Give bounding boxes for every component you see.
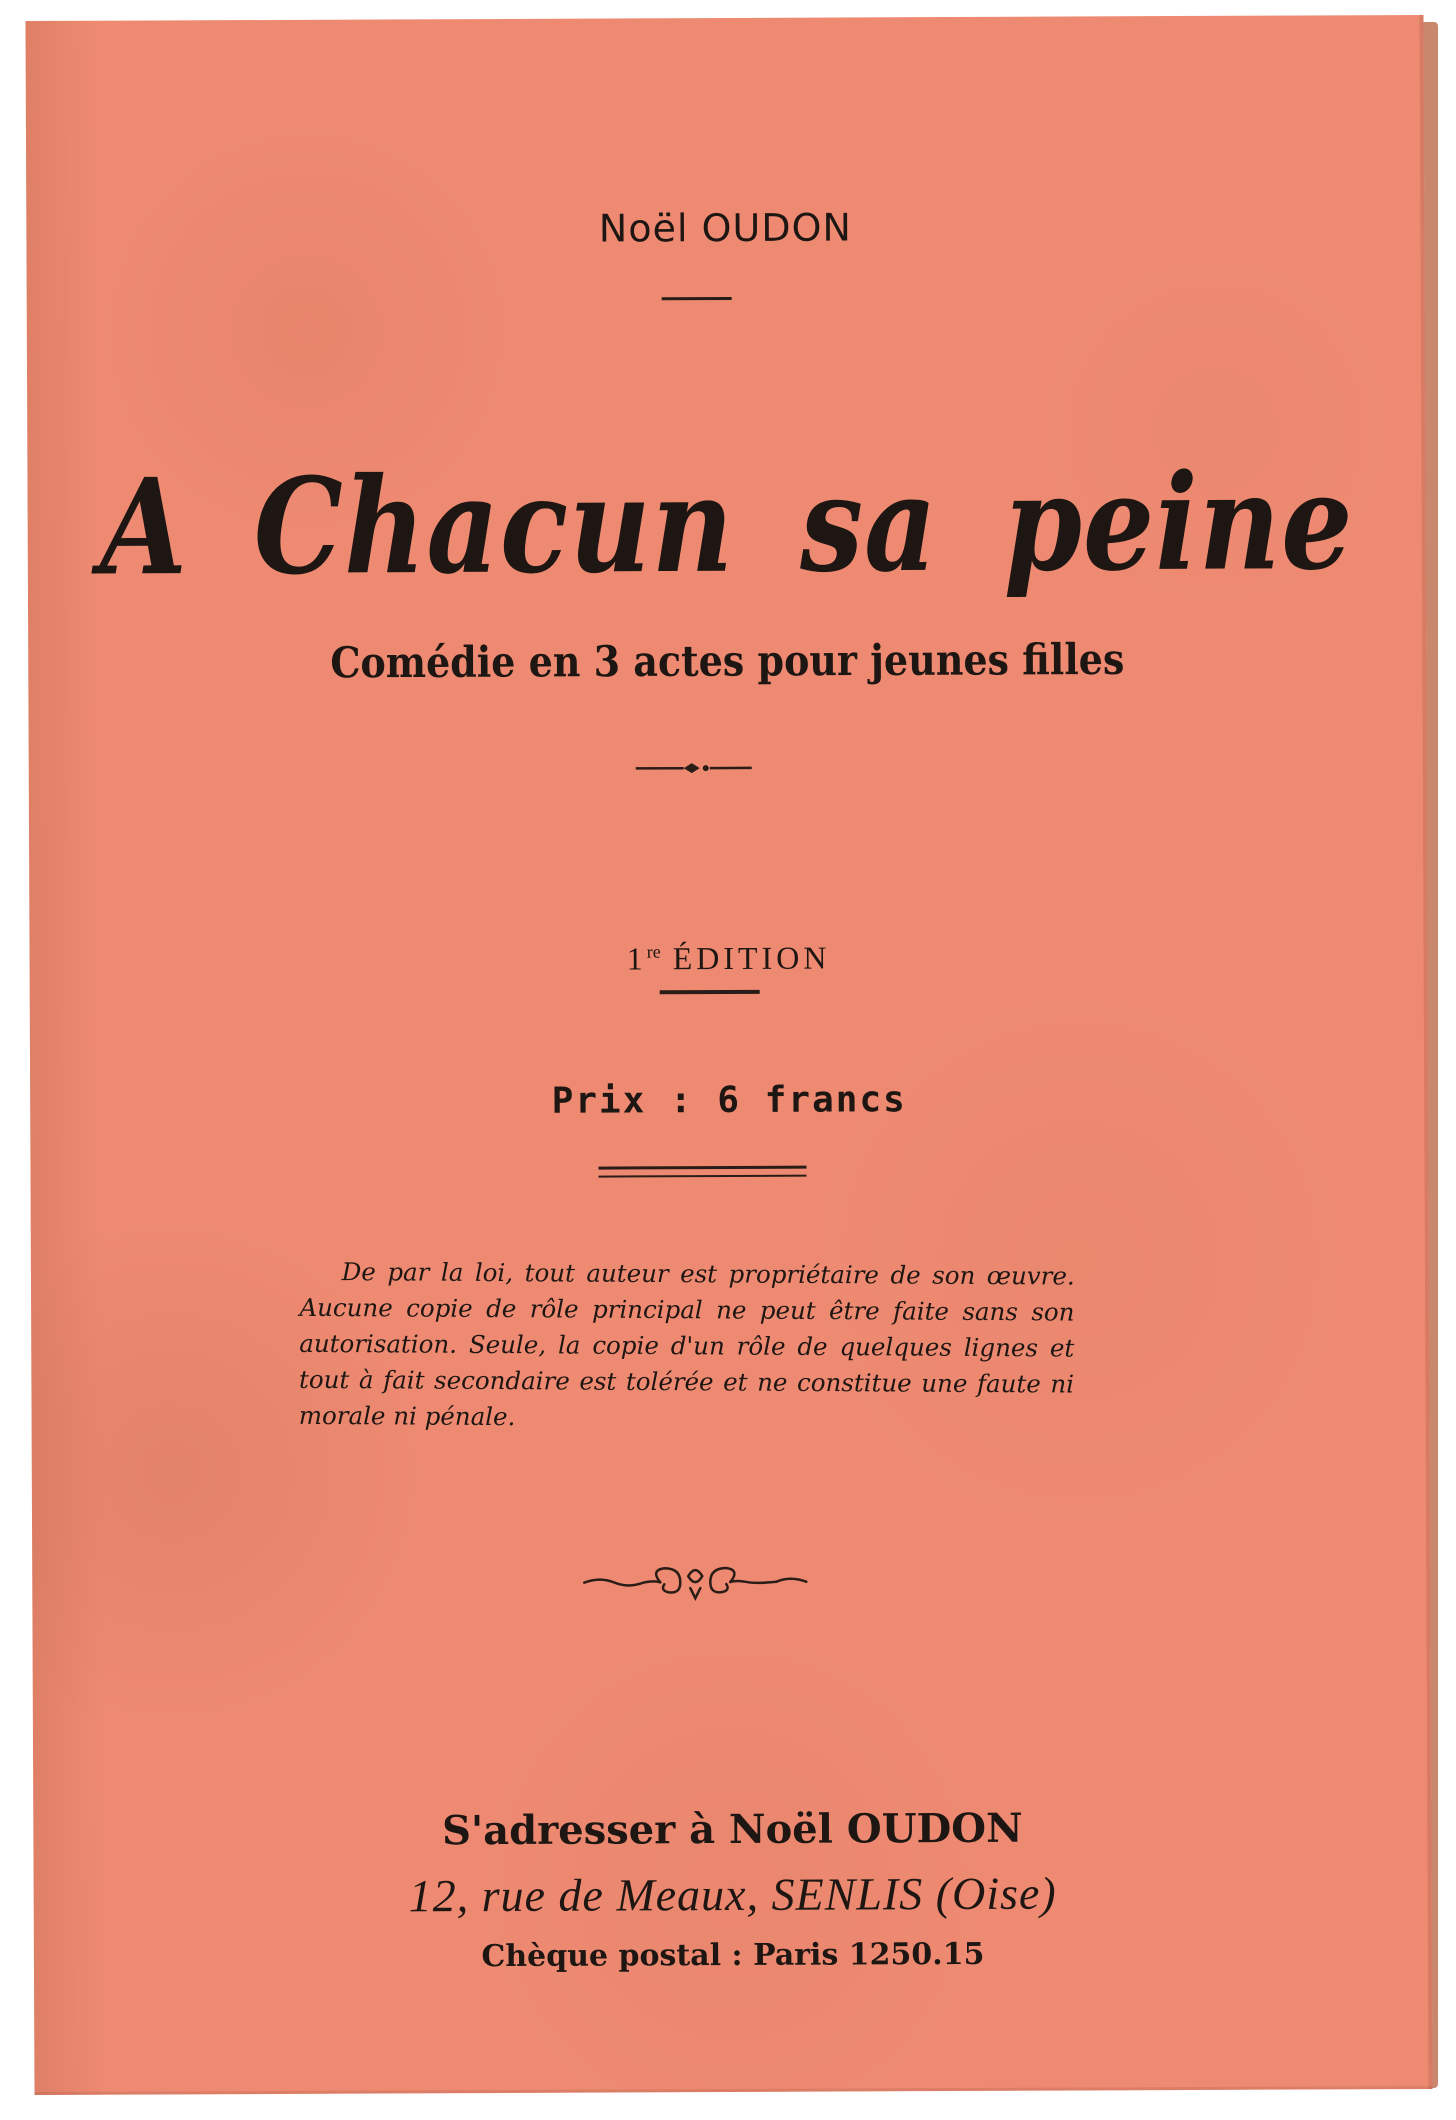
author-name: Noël OUDON — [598, 205, 852, 251]
edition-label — [30, 937, 1428, 980]
ornament-divider-icon — [634, 758, 754, 779]
contact-address: 12, rue de Meaux, SENLIS (Oise) — [408, 1867, 1057, 1922]
price-label: Prix : 6 francs — [551, 1079, 907, 1122]
contact-line-1: S'adresser à Noël OUDON — [442, 1804, 1023, 1855]
book-title: A Chacun sa peine — [99, 445, 1354, 606]
edition-number: 1 — [626, 940, 647, 977]
divider-double-top — [598, 1166, 806, 1170]
postal-cheque: Chèque postal : Paris 1250.15 — [481, 1936, 985, 1975]
copyright-notice: De par la loi, tout auteur est propriétaire de son œuvre. Aucune copie de rôle principal ne peut être faite sans son autorisation. Seule, la copie d'un rôle de quelques lignes et tout à fait secondaire est tolérée et ne constitue une faute ni morale ni pénale. — [298, 1257, 1075, 1432]
edition-suffix: re — [646, 941, 661, 962]
scroll-ornament-icon — [580, 1558, 810, 1605]
book-cover — [25, 15, 1432, 2095]
divider-short — [662, 297, 732, 300]
edition-word: ÉDITION — [672, 939, 831, 977]
divider-double-bottom — [599, 1175, 807, 1178]
divider-edition — [660, 990, 760, 994]
book-subtitle: Comédie en 3 actes pour jeunes filles — [330, 633, 1125, 688]
